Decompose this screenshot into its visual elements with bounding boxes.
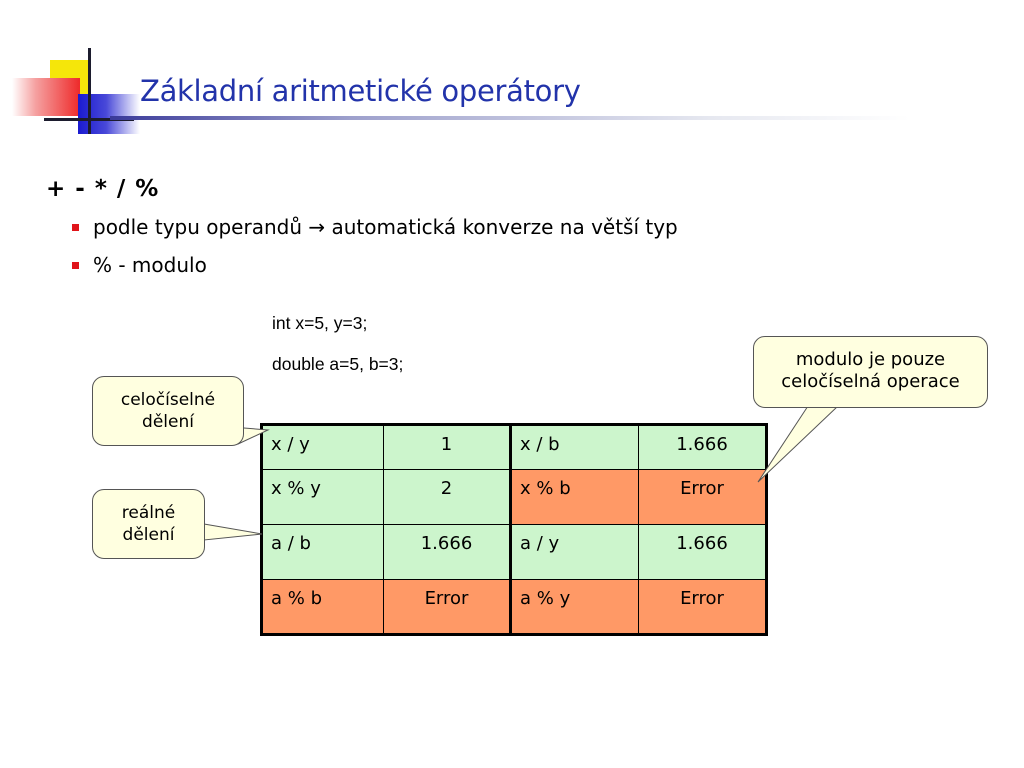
logo-vertical-line — [88, 48, 91, 134]
expression-cell: a / y — [511, 525, 639, 580]
result-cell: 2 — [384, 470, 511, 525]
operators-heading: + - * / % — [46, 176, 160, 202]
table-row — [262, 525, 767, 580]
code-line-int: int x=5, y=3; — [272, 313, 368, 333]
table-row — [262, 425, 767, 470]
result-cell: Error — [639, 470, 767, 525]
expression-cell: a / b — [262, 525, 384, 580]
expression-cell: a % y — [511, 580, 639, 635]
expression-cell: a % b — [262, 580, 384, 635]
result-cell: 1.666 — [639, 425, 767, 470]
expression-cell: x / b — [511, 425, 639, 470]
results-table — [260, 423, 768, 636]
expression-cell: x % b — [511, 470, 639, 525]
expression-cell: x % y — [262, 470, 384, 525]
callout-line: celočíselné — [120, 390, 216, 410]
bullet-item — [72, 253, 207, 277]
code-line-double: double a=5, b=3; — [272, 354, 404, 374]
slide-title: Základní aritmetické operátory — [140, 74, 581, 108]
expression-cell: x / y — [262, 425, 384, 470]
bullet-square-icon — [72, 262, 79, 269]
bullet-square-icon — [72, 224, 79, 231]
result-cell: 1 — [384, 425, 511, 470]
result-cell: 1.666 — [384, 525, 511, 580]
result-cell: Error — [384, 580, 511, 635]
callout-line: celočíselná operace — [781, 371, 960, 392]
callout-integer-division — [92, 376, 244, 446]
callout-line: dělení — [142, 412, 194, 432]
callout-pointer-modulo — [758, 406, 838, 482]
table-row — [262, 470, 767, 525]
logo-graphic — [0, 40, 140, 140]
bullet-item — [72, 215, 678, 239]
callout-line: dělení — [122, 525, 175, 545]
bullet-text: podle typu operandů → automatická konverze na větší typ — [93, 215, 678, 239]
callout-line: reálné — [121, 503, 176, 523]
logo-red-bar — [12, 78, 80, 116]
result-cell: 1.666 — [639, 525, 767, 580]
callout-line: modulo je pouze — [795, 349, 946, 370]
callout-pointer-real — [204, 524, 262, 540]
callout-real-division — [92, 489, 205, 559]
callout-modulo-note — [753, 336, 988, 408]
table-row — [262, 580, 767, 635]
title-underline — [110, 116, 910, 120]
result-cell: Error — [639, 580, 767, 635]
bullet-text: % - modulo — [93, 253, 207, 277]
